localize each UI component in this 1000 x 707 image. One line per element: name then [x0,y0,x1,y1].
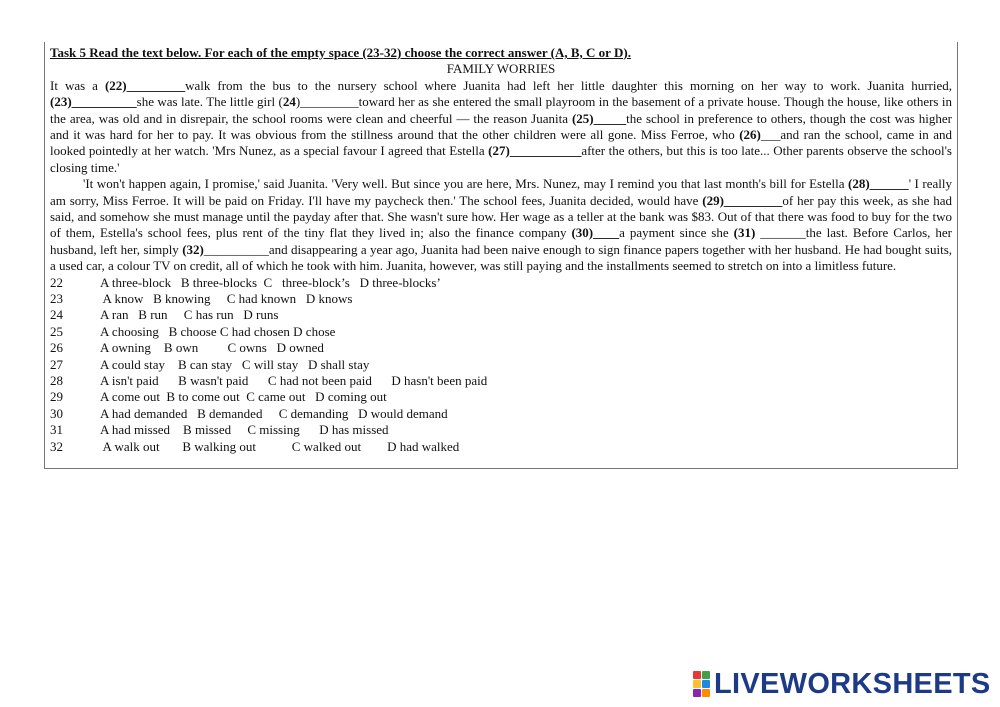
logo-text: LIVEWORKSHEETS [714,667,991,700]
logo-square [702,689,710,697]
option-choices: A ran B run C has run D runs [100,307,279,323]
question-number: 29 [50,389,63,405]
option-row [50,307,952,323]
question-number: 24 [50,307,63,323]
gap-blank: 24 [282,94,296,110]
option-row [50,389,952,405]
option-choices: A walk out B walking out C walked out D had walked [100,438,460,454]
option-choices: A know B knowing C had known D knows [100,291,353,307]
question-number: 28 [50,373,63,389]
paragraph-2 [50,176,952,274]
paragraph-1 [50,78,952,176]
option-choices: A choosing B choose C had chosen D chose [100,323,336,339]
logo-square [702,671,710,679]
logo-square [702,680,710,688]
option-row [50,406,952,422]
text-segment: the school in preference to others, though the cost was higher and it was hard for her to pay. It was obvious from the stillness around that the other children were all gone. Miss Ferroe, who [50,110,952,143]
text-segment: 'It won't happen again, I promise,' said Juanita. 'Very well. But since you are here, Mrs. Nunez, may I remind you that last month's bill for Estella [83,176,849,192]
question-number: 23 [50,291,63,307]
text-segment: __________and disappearing a year ago, Juanita had been naive enough to sign finance papers together with her husband. He had bought suits, a used car, a colour TV on credit, all of which he took with him. Juanita, however, was still paying and the installments seemed to stretch on into a limitless future. [50,241,952,274]
question-number: 22 [50,274,63,290]
question-number: 30 [50,405,63,421]
logo-square [693,680,701,688]
option-row [50,291,952,307]
worksheet-content [50,45,952,455]
option-row [50,340,952,356]
gap-blank: (26) [739,127,761,143]
gap-blank: (32) [182,241,204,257]
option-choices: A owning B own C owns D owned [100,340,324,356]
text-segment: she was late. The little girl ( [136,94,283,110]
option-row [50,439,952,455]
option-row [50,357,952,373]
option-choices: A come out B to come out C came out D coming out [100,389,387,405]
gap-blank: (22)_________ [104,77,186,93]
text-segment: after the others, but this is too late... Other parents observe the school's closing time.' [50,143,952,175]
question-number: 26 [50,340,63,356]
liveworksheets-logo [693,667,991,700]
option-choices: A isn't paid B wasn't paid C had not been paid D hasn't been paid [100,373,488,389]
text-segment: walk from the bus to the nursery school where Juanita had left her little daughter this morning on her way to work. Juanita hurried, [185,77,952,93]
text-title: FAMILY WORRIES [446,61,556,77]
text-segment: )_________toward her as she entered the small playroom in the basement of a private house. Though the house, like others in the area, was old and in disrepair, the school rooms were clean and cheerful — the reason Juanita [50,94,952,126]
question-number: 32 [50,438,63,454]
option-choices: A three-block B three-blocks C three-block’s D three-blocks’ [100,274,441,290]
option-row [50,373,952,389]
worksheet-panel [44,42,958,469]
text-segment: ___and ran the school, came in and looked pointedly at her watch. 'Mrs Nunez, as a special favour I agreed that Estella [50,127,952,159]
answer-options-list [50,275,952,455]
logo-square [693,671,701,679]
text-segment: _______the last. Before Carlos, her husband, left her, simply [50,225,953,257]
task-title: Task 5 Read the text below. For each of the empty space (23-32) choose the correct answer (A, B, C or D). [50,45,631,60]
gap-blank: (27)___________ [488,143,582,159]
text-segment: a payment since she [619,225,734,241]
gap-blank: (29)_________ [702,192,783,208]
question-number: 27 [50,356,63,372]
text-segment: It was a [50,77,105,93]
option-row [50,275,952,291]
text-segment: ' I really am sorry, Miss Ferroe. It will be paid on Friday. I'll have my paycheck then.' The school fees, Juanita decided, would have [50,176,953,208]
gap-blank: (25)_____ [571,110,627,126]
question-number: 25 [50,323,63,339]
option-row [50,422,952,438]
gap-blank: (23)__________ [50,94,137,110]
logo-square [693,689,701,697]
question-number: 31 [50,422,63,438]
option-choices: A had demanded B demanded C demanding D would demand [100,405,448,421]
gap-blank: (28)______ [848,176,909,192]
option-choices: A could stay B can stay C will stay D shall stay [100,356,370,372]
option-row [50,324,952,340]
text-segment: of her pay this week, as she had said, and somehow she must manage until the payday after that. She wasn't sure how. Her wage as a teller at the bank was $83. Out of that there was food to buy for the two of them, Estella's school fees, plus rent of the tiny flat they lived in; also the finance company [50,192,952,241]
liveworksheets-logo-icon [693,671,710,697]
option-choices: A had missed B missed C missing D has missed [100,422,389,438]
gap-blank: (31) [733,225,756,241]
gap-blank: (30)____ [571,225,620,241]
